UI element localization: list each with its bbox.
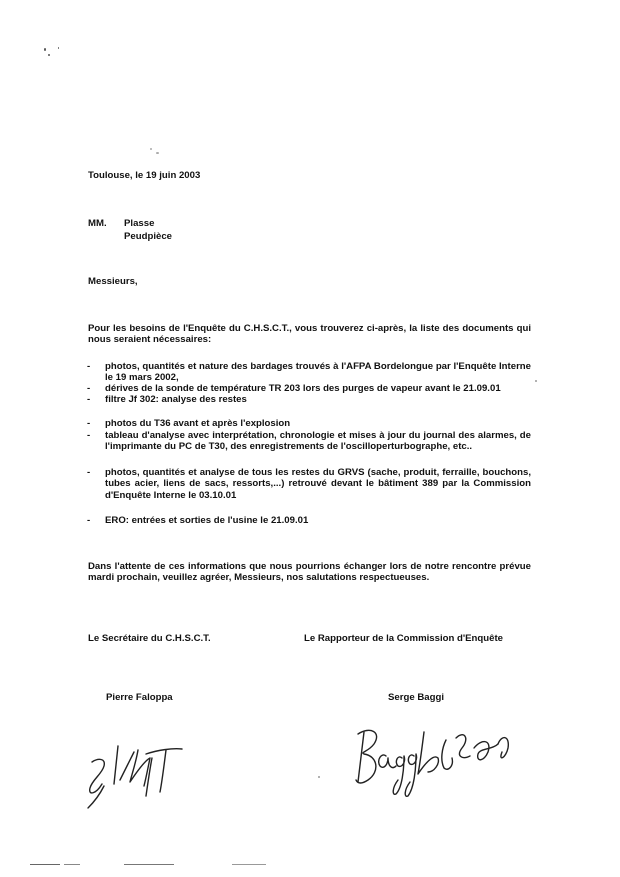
list-bullet: - (87, 394, 91, 405)
list-item-text: dérives de la sonde de température TR 203 lors des purges de vapeur avant le 21.09.01 (105, 383, 501, 394)
list-item-text: tableau d'analyse avec interprétation, chronologie et mises à jour du journal des alarmes, de l'imprimante du PC de T30, des enregistrements de l'oscilloperturbographe, etc.. (105, 430, 531, 453)
salutation: Messieurs, (88, 276, 138, 287)
scan-edge-mark (232, 864, 266, 865)
intro-paragraph: Pour les besoins de l'Enquête du C.H.S.C.T., vous trouverez ci-après, la liste des documents qui nous seraient nécessaires: (88, 323, 531, 346)
list-bullet: - (87, 430, 91, 441)
list-item-text: photos du T36 avant et après l'explosion (105, 418, 291, 429)
list-item-text: filtre Jf 302: analyse des restes (105, 394, 247, 405)
scan-speck (535, 380, 537, 382)
signatory-title: Le Secrétaire du C.H.S.C.T. (88, 633, 211, 644)
list-bullet: - (87, 515, 91, 526)
list-bullet: - (87, 383, 91, 394)
list-item-text: photos, quantités et nature des bardages trouvés à l'AFPA Bordelongue par l'Enquête Interne le 19 mars 2002, (105, 361, 531, 384)
scan-edge-mark (124, 864, 174, 865)
place-date: Toulouse, le 19 juin 2003 (88, 170, 201, 181)
list-bullet: - (87, 361, 91, 372)
scan-speck (48, 54, 50, 56)
scan-speck (156, 152, 159, 154)
list-bullet: - (87, 467, 91, 478)
closing-paragraph: Dans l'attente de ces informations que nous pourrions échanger lors de notre rencontre prévue mardi prochain, veuillez agréer, Messieurs, nos salutations respectueuses. (88, 561, 531, 584)
scan-speck (44, 48, 46, 51)
recipient-name: Peudpièce (124, 231, 172, 242)
scan-edge-mark (64, 864, 80, 865)
signatory-title: Le Rapporteur de la Commission d'Enquête (304, 633, 503, 644)
recipients-prefix: MM. (88, 218, 107, 229)
signature-image (80, 722, 190, 812)
list-item-text: photos, quantités et analyse de tous les restes du GRVS (sache, produit, ferraille, bouchons, tubes acier, liens de sacs, ressorts,...) retrouvé devant le bâtiment 389 par la Commission d'Enquête Interne le 03.10.01 (105, 467, 531, 501)
list-bullet: - (87, 418, 91, 429)
signature-image (352, 718, 522, 803)
scan-speck (150, 148, 152, 150)
signatory-name: Serge Baggi (388, 692, 444, 703)
list-item-text: ERO: entrées et sorties de l'usine le 21.09.01 (105, 515, 309, 526)
scan-speck (58, 47, 59, 49)
recipient-name: Plasse (124, 218, 155, 229)
signatory-name: Pierre Faloppa (106, 692, 173, 703)
scan-speck (318, 776, 320, 778)
scan-edge-mark (30, 864, 60, 865)
